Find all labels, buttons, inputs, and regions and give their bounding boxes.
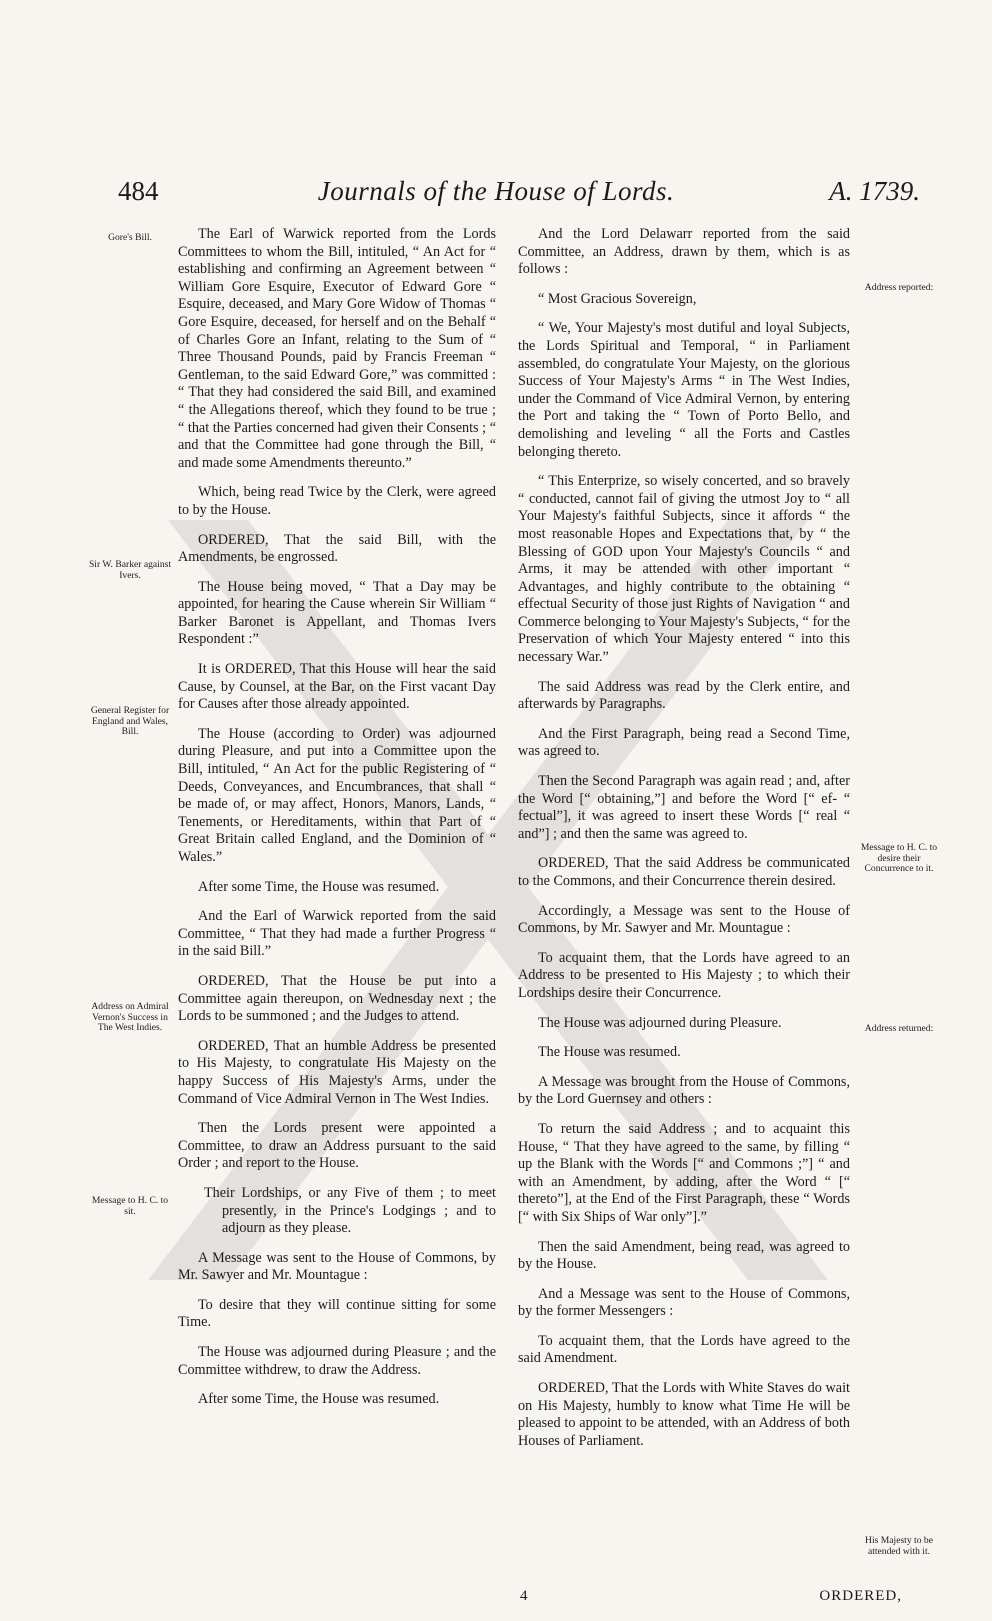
paragraph: “ This Enterprize, so wisely concerted, and so bravely “ conducted, cannot fail of giving the utmost Joy to “ all Your Majesty's faithful Subjects, since it affords “ the most reasonable Hopes and Expectations that, by “ the Blessing of GOD upon Your Majesty's Councils “ and Arms, it may be attended with other important “ Advantages, and highly contribute to the obtaining “ effectual Security of those just Rights of Navigation “ and Commerce belonging to Your Majesty's Subjects, “ for the Preservation of which Your Majesty entered “ into this necessary War.” <box>518 473 850 666</box>
paragraph: To desire that they will continue sitting for some Time. <box>178 1296 496 1331</box>
paragraph: Accordingly, a Message was sent to the House of Commons, by Mr. Sawyer and Mr. Mountague : <box>518 902 850 937</box>
margin-note-message-sit: Message to H. C. to sit. <box>91 1195 169 1217</box>
page-title: Journals of the House of Lords. <box>317 176 675 206</box>
right-column <box>518 226 850 1462</box>
paragraph: And the Earl of Warwick reported from the said Committee, “ That they had made a further Progress “ in the said Bill.” <box>178 908 496 960</box>
paragraph: It is ORDERED, That this House will hear the said Cause, by Counsel, at the Bar, on the First vacant Day for Causes after those already appointed. <box>178 661 496 713</box>
paragraph: The Earl of Warwick reported from the Lords Committees to whom the Bill, intituled, “ An Act for “ establishing and confirming an Agreement between “ William Gore Esquire, Executor of Edward Gore “ Esquire, deceased, and Mary Gore Widow of Thomas “ Gore Esquire, deceased, for herself and on the Behalf “ of Charles Gore an Infant, relating to the Sum of “ Three Thousand Pounds, paid by Francis Freeman “ Gentleman, to the said Edward Gore,” was committed : “ That they had considered the said Bill, and examined “ the Allegations thereof, which they found to be true ; “ that the Parties concerned had given their Consents ; “ and that the Committee had gone through the Bill, “ and made some Amendments thereunto.” <box>178 226 496 471</box>
paragraph: To return the said Address ; and to acquaint this House, “ That they have agreed to the same, by filling “ up the Blank with the Words [“ and Commons ;”] “ and with an Amendment, by adding, after the Word “ [“ thereto”], at the End of the First Paragraph, these “ Words [“ with Six Ships of War only”].” <box>518 1120 850 1225</box>
margin-note-message-concurrence: Message to H. C. to desire their Concurrence to it. <box>860 842 938 875</box>
paragraph: After some Time, the House was resumed. <box>198 1391 440 1408</box>
paragraph: “ Most Gracious Sovereign, <box>538 290 697 307</box>
page-number: 484 <box>118 176 159 206</box>
margin-note-address-returned: Address returned: <box>864 1023 934 1034</box>
paragraph: After some Time, the House was resumed. <box>198 878 440 895</box>
paragraph: Which, being read Twice by the Clerk, were agreed to by the House. <box>178 484 496 518</box>
margin-note-address-reported: Address reported: <box>864 282 934 293</box>
paragraph: The said Address was read by the Clerk entire, and afterwards by Paragraphs. <box>518 678 850 713</box>
paragraph: Their Lordships, or any Five of them ; to meet presently, in the Prince's Lodgings ; and to adjourn as they please. <box>204 1184 496 1237</box>
paragraph: ORDERED, That the said Bill, with the Amendments, be engrossed. <box>178 531 496 566</box>
paragraph: And a Message was sent to the House of Commons, by the former Messengers : <box>518 1285 850 1320</box>
paragraph: To acquaint them, that the Lords have agreed to the said Amendment. <box>518 1332 850 1367</box>
margin-note-gores-bill: Gore's Bill. <box>108 232 152 243</box>
paragraph: A Message was brought from the House of Commons, by the Lord Guernsey and others : <box>518 1073 850 1108</box>
margin-note-address-vernon: Address on Admiral Vernon's Success in The West Indies. <box>91 1001 169 1034</box>
paragraph: Then the Second Paragraph was again read ; and, after the Word [“ obtaining,”] and before the Word [“ ef- “ fectual”], it was agreed to insert these Words [“ real “ and”] ; and then the same was agreed to. <box>518 773 850 842</box>
paragraph: The House being moved, “ That a Day may be appointed, for hearing the Cause wherein Sir William “ Barker Baronet is Appellant, and Thomas Ivers Respondent :” <box>178 578 496 648</box>
paragraph: ORDERED, That the House be put into a Committee again thereupon, on Wednesday next ; the Lords to be summoned ; and the Judges to attend. <box>178 972 496 1025</box>
page-year: A. 1739. <box>829 176 920 206</box>
paragraph: Then the Lords present were appointed a Committee, to draw an Address pursuant to the said Order ; and report to the House. <box>178 1120 496 1172</box>
page-header <box>0 176 992 216</box>
paragraph: The House was resumed. <box>538 1044 681 1061</box>
paragraph: Then the said Amendment, being read, was agreed to by the House. <box>518 1238 850 1273</box>
paragraph: The House was adjourned during Pleasure ; and the Committee withdrew, to draw the Address. <box>178 1344 496 1378</box>
margin-note-barker: Sir W. Barker against Ivers. <box>88 559 172 581</box>
paragraph: ORDERED, That the said Address be communicated to the Commons, and their Concurrence therein desired. <box>518 855 850 889</box>
margin-note-majesty-attended: His Majesty to be attended with it. <box>865 1535 933 1557</box>
signature-mark: 4 <box>520 1588 528 1604</box>
paragraph: “ We, Your Majesty's most dutiful and loyal Subjects, the Lords Spiritual and Temporal, “ in Parliament assembled, do congratulate Your Majesty, on the glorious Success of Your Majesty's Arms “ in The West Indies, under the Command of Vice Admiral Vernon, by entering the Port and taking the “ Town of Porto Bello, and demolishing and leveling “ all the Forts and Castles belonging thereto. <box>518 320 850 460</box>
paragraph: And the Lord Delawarr reported from the said Committee, an Address, drawn by them, which is as follows : <box>518 226 850 278</box>
paragraph: ORDERED, That an humble Address be presented to His Majesty, to congratulate His Majesty on the happy Success of His Majesty's Arms, under the Command of Vice Admiral Vernon in The West Indies. <box>178 1037 496 1107</box>
paragraph: ORDERED, That the Lords with White Staves do wait on His Majesty, humbly to know what Time He will be pleased to appoint to be attended, with an Address of both Houses of Parliament. <box>518 1380 850 1449</box>
paragraph: The House was adjourned during Pleasure. <box>538 1014 782 1031</box>
margin-note-register: General Register for England and Wales, Bill. <box>90 705 170 738</box>
catchword: ORDERED, <box>819 1588 902 1604</box>
paragraph: And the First Paragraph, being read a Second Time, was agreed to. <box>518 725 850 760</box>
paragraph: A Message was sent to the House of Commons, by Mr. Sawyer and Mr. Mountague : <box>178 1249 496 1284</box>
paragraph: To acquaint them, that the Lords have agreed to an Address to be presented to His Majesty ; to which their Lordships desire their Concurrence. <box>518 949 850 1001</box>
paragraph: The House (according to Order) was adjourned during Pleasure, and put into a Committee upon the Bill, intituled, “ An Act for the public Registering of “ Deeds, Conveyances, and Encumbrances, that shall “ be made of, or may affect, Honors, Manors, Lands, “ Tenements, or Hereditaments, within that Part of “ Great Britain called England, and the Dominion of “ Wales.” <box>178 725 496 865</box>
left-column <box>178 226 496 1421</box>
